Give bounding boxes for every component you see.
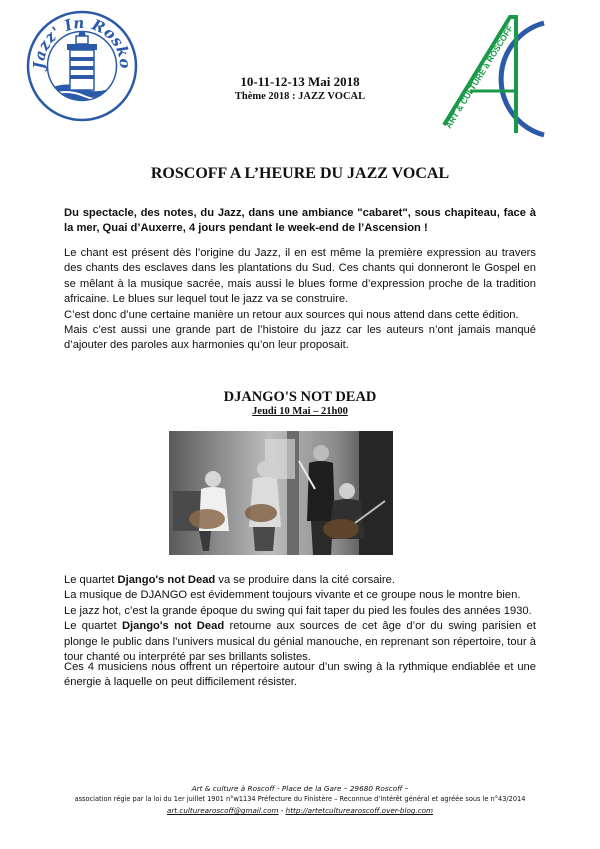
footer-website-link[interactable]: http://artetculturearoscoff.over-blog.com — [285, 806, 434, 815]
text-line: Le chant est présent dès l’origine du Jazz, il en est même la première expression au travers des chants des esclaves dans les plantations du Sud. Ces chants qui donneront le Gospel en se mêlant à la musique sacrée, mais aussi le blues forme d’expression proche de la tradition africaine. Le blues sur lequel tout le jazz va se construire. — [64, 247, 536, 306]
band-name-bold: Django's not Dead — [117, 574, 216, 586]
text-line: Le jazz hot, c’est la grande époque du swing qui fait taper du pied les foules des années 1930. — [64, 604, 532, 617]
page-title: ROSCOFF A L’HEURE DU JAZZ VOCAL — [150, 165, 450, 182]
intro-paragraph: Du spectacle, des notes, du Jazz, dans une ambiance "cabaret", sous chapiteau, face à la mer, Quai d’Auxerre, 4 jours pendant le week-end de l’Ascension ! — [64, 207, 536, 235]
svg-text:ART & CULTURE à ROSCOFF: ART & CULTURE à ROSCOFF — [443, 23, 515, 131]
band-title: DJANGO'S NOT DEAD — [223, 389, 377, 405]
text-line: La musique de DJANGO est évidemment toujours vivante et ce groupe nous le montre bien. — [64, 589, 521, 602]
footer-email-link[interactable]: art.culturearoscoff@gmail.com — [166, 806, 279, 815]
band-photo — [169, 431, 393, 555]
vocal-jazz-paragraph — [64, 246, 536, 354]
footer-association: association régie par la loi du 1er juillet 1901 n°w1134 Préfecture du Finistère – Reconnue d’intérêt général et agréée sous le n°43/2014 — [74, 795, 526, 803]
text-line: Le quartet Django's not Dead va se produire dans la cité corsaire. — [64, 574, 395, 586]
text-line: Mais c’est aussi une grande part de l’histoire du jazz car les auteurs n’ont jamais manqué d’ajouter des paroles aux harmonies qu’on leur proposait. — [64, 324, 536, 352]
festival-dates: 10-11-12-13 Mai 2018 — [240, 74, 360, 89]
footer-contact: art.culturearoscoff@gmail.com - http://artetculturearoscoff.over-blog.com — [166, 806, 434, 815]
musicians-paragraph: Ces 4 musiciens nous offrent un répertoire autour d’un swing à la rythmique endiablée et une énergie à laquelle on peut difficilement résister. — [64, 661, 536, 689]
footer-address: Art & culture à Roscoff - Place de la Gare – 29680 Roscoff – — [191, 784, 409, 793]
band-name-bold: Django's not Dead — [121, 620, 225, 633]
svg-text:Jazz' In Rosko: Jazz' In Rosko — [29, 13, 135, 70]
jazz-in-rosko-logo — [26, 10, 138, 122]
text-line: C’est donc d’une certaine manière un retour aux sources qui nous attend dans cette édition. — [64, 308, 519, 321]
quartet-paragraph — [64, 573, 536, 665]
festival-theme: Thème 2018 : JAZZ VOCAL — [234, 91, 366, 102]
art-culture-roscoff-logo — [440, 13, 550, 143]
band-date: Jeudi 10 Mai – 21h00 — [252, 406, 348, 417]
text-line: Le quartet Django's not Dead retourne aux sources de cet âge d’or du swing parisien et plonge le public dans l’univers musical du génial manouche, en reprenant son répertoire, tour à tour chanté ou interprété par ses brillants solistes. — [64, 620, 536, 664]
